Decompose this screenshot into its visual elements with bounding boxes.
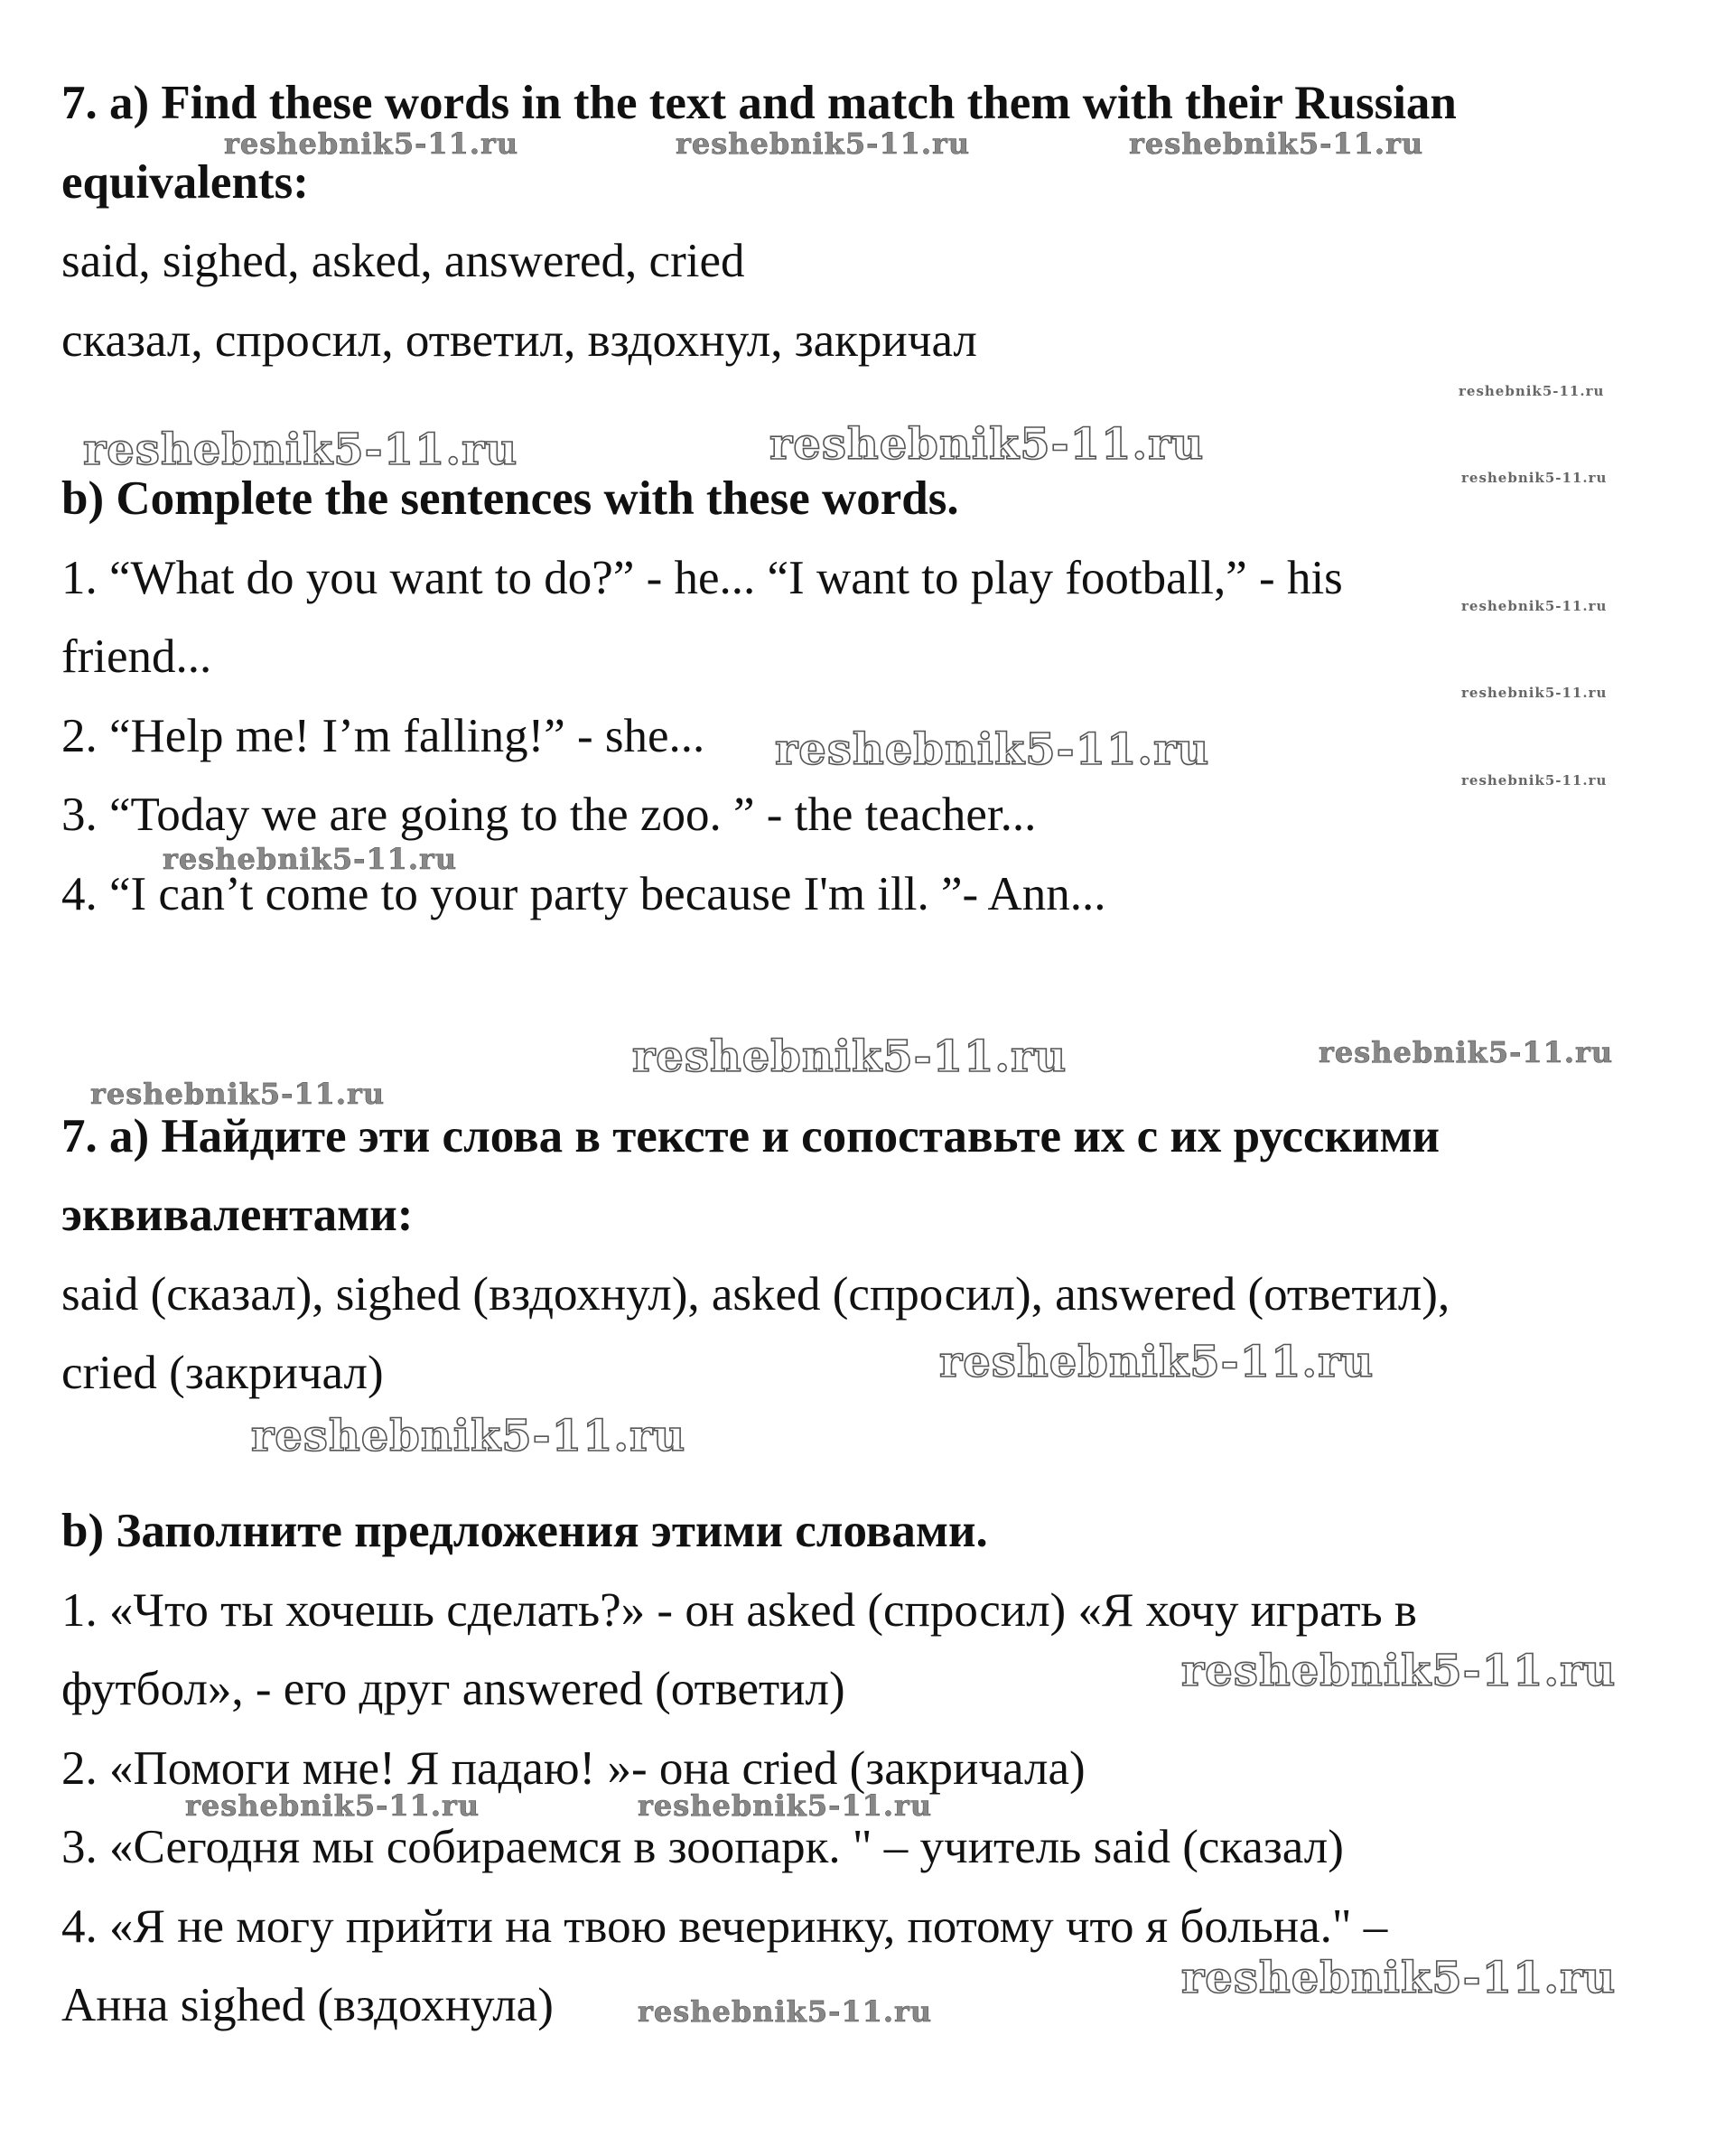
sentence-en-4: 4. “I can’t come to your party because I'm ill. ”- Ann...: [61, 868, 1106, 920]
task-a-title-en-line2: equivalents:: [61, 156, 309, 209]
english-words-list: said, sighed, asked, answered, cried: [61, 235, 745, 287]
answer-ru-line1: said (сказал), sighed (вздохнул), asked (спросил), answered (ответил),: [61, 1268, 1450, 1321]
watermark: reshebnik5-11.ru: [1461, 598, 1608, 614]
sentence-ru-3: 3. «Сегодня мы собираемся в зоопарк. " – учитель said (сказал): [61, 1821, 1344, 1873]
sentence-en-2: 2. “Help me! I’m falling!” - she...: [61, 710, 705, 762]
watermark: reshebnik5-11.ru: [90, 1077, 386, 1111]
russian-words-list: сказал, спросил, ответил, вздохнул, закричал: [61, 314, 977, 367]
watermark: reshebnik5-11.ru: [1319, 1035, 1614, 1069]
watermark: reshebnik5-11.ru: [1181, 1953, 1617, 2003]
watermark: reshebnik5-11.ru: [632, 1031, 1068, 1082]
watermark: reshebnik5-11.ru: [1129, 126, 1424, 161]
answer-ru-line2: cried (закричал): [61, 1347, 384, 1399]
task-b-title-en: b) Complete the sentences with these words.: [61, 472, 959, 525]
watermark: reshebnik5-11.ru: [1459, 383, 1605, 399]
sentence-en-3: 3. “Today we are going to the zoo. ” - the teacher...: [61, 789, 1037, 841]
watermark: reshebnik5-11.ru: [224, 126, 519, 161]
watermark: reshebnik5-11.ru: [939, 1337, 1375, 1387]
sentence-ru-4b: Анна sighed (вздохнула): [61, 1979, 554, 2031]
task-a-title-en-line1: 7. a) Find these words in the text and match them with their Russian: [61, 77, 1457, 129]
watermark: reshebnik5-11.ru: [1461, 772, 1608, 789]
watermark: reshebnik5-11.ru: [769, 419, 1205, 470]
watermark: reshebnik5-11.ru: [163, 842, 458, 876]
sentence-en-1b: friend...: [61, 630, 212, 683]
watermark: reshebnik5-11.ru: [251, 1411, 686, 1461]
sentence-ru-4a: 4. «Я не могу прийти на твою вечеринку, потому что я больна." –: [61, 1900, 1388, 1953]
sentence-en-1a: 1. “What do you want to do?” - he... “I want to play football,” - his: [61, 552, 1343, 604]
watermark: reshebnik5-11.ru: [775, 724, 1210, 775]
watermark: reshebnik5-11.ru: [185, 1788, 480, 1823]
watermark: reshebnik5-11.ru: [1461, 470, 1608, 486]
sentence-ru-1b: футбол», - его друг answered (ответил): [61, 1663, 845, 1715]
sentence-ru-1a: 1. «Что ты хочешь сделать?» - он asked (спросил) «Я хочу играть в: [61, 1584, 1417, 1637]
sentence-ru-2: 2. «Помоги мне! Я падаю! »- она cried (закричала): [61, 1742, 1086, 1795]
watermark: reshebnik5-11.ru: [1181, 1646, 1617, 1696]
watermark: reshebnik5-11.ru: [676, 126, 971, 161]
watermark: reshebnik5-11.ru: [638, 1994, 933, 2029]
watermark: reshebnik5-11.ru: [638, 1788, 933, 1823]
task-a-title-ru-line1: 7. а) Найдите эти слова в тексте и сопоставьте их с их русскими: [61, 1110, 1441, 1162]
task-a-title-ru-line2: эквивалентами:: [61, 1189, 414, 1241]
watermark: reshebnik5-11.ru: [83, 425, 518, 475]
watermark: reshebnik5-11.ru: [1461, 685, 1608, 701]
task-b-title-ru: b) Заполните предложения этими словами.: [61, 1505, 988, 1557]
